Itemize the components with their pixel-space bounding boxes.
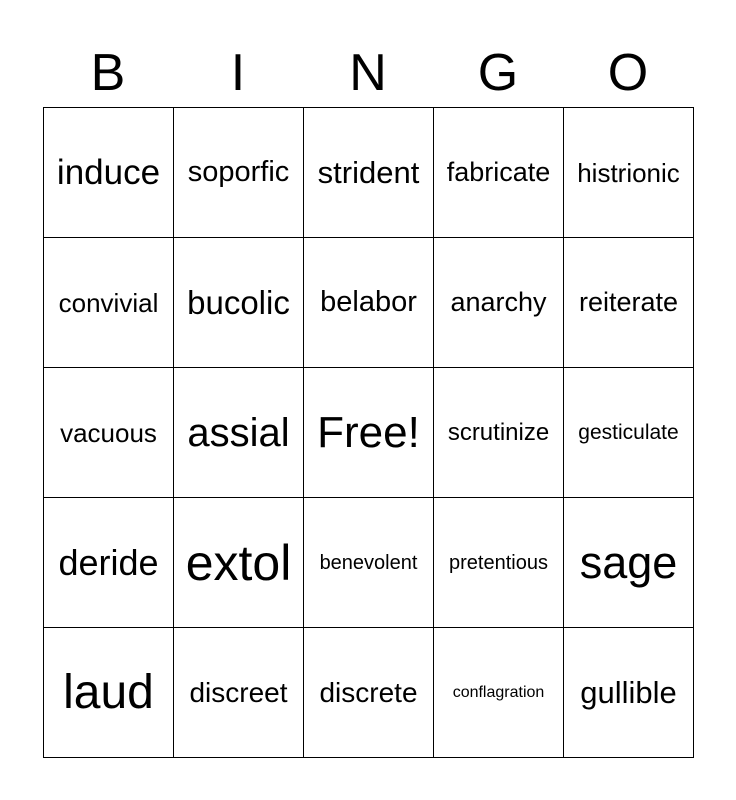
bingo-cell-r1c2[interactable]: soporfic: [174, 108, 304, 238]
bingo-cell-r5c4[interactable]: conflagration: [434, 628, 564, 758]
bingo-cell-r1c1[interactable]: induce: [44, 108, 174, 238]
header-letter-o: O: [607, 44, 649, 102]
bingo-cell-r2c1[interactable]: convivial: [44, 238, 174, 368]
bingo-cell-r2c3[interactable]: belabor: [304, 238, 434, 368]
bingo-header: [43, 38, 693, 108]
bingo-cell-r4c2[interactable]: extol: [174, 498, 304, 628]
header-letter-n: N: [349, 44, 387, 102]
bingo-cell-r3c5[interactable]: gesticulate: [564, 368, 694, 498]
header-letter-b: B: [90, 44, 126, 102]
bingo-cell-r2c5[interactable]: reiterate: [564, 238, 694, 368]
bingo-cell-r4c5[interactable]: sage: [564, 498, 694, 628]
bingo-cell-r4c1[interactable]: deride: [44, 498, 174, 628]
bingo-board: [43, 107, 694, 758]
bingo-cell-r5c1[interactable]: laud: [44, 628, 174, 758]
bingo-cell-r1c4[interactable]: fabricate: [434, 108, 564, 238]
bingo-cell-r1c5[interactable]: histrionic: [564, 108, 694, 238]
bingo-cell-r2c2[interactable]: bucolic: [174, 238, 304, 368]
bingo-cell-r4c4[interactable]: pretentious: [434, 498, 564, 628]
bingo-cell-r5c5[interactable]: gullible: [564, 628, 694, 758]
bingo-cell-r3c4[interactable]: scrutinize: [434, 368, 564, 498]
header-letter-i: I: [230, 44, 246, 102]
header-letter-g: G: [477, 44, 519, 102]
bingo-cell-r5c3[interactable]: discrete: [304, 628, 434, 758]
bingo-cell-r1c3[interactable]: strident: [304, 108, 434, 238]
bingo-cell-r3c1[interactable]: vacuous: [44, 368, 174, 498]
bingo-cell-r4c3[interactable]: benevolent: [304, 498, 434, 628]
bingo-cell-r5c2[interactable]: discreet: [174, 628, 304, 758]
bingo-cell-r3c2[interactable]: assial: [174, 368, 304, 498]
bingo-cell-r2c4[interactable]: anarchy: [434, 238, 564, 368]
bingo-cell-r3c3-free[interactable]: Free!: [304, 368, 434, 498]
